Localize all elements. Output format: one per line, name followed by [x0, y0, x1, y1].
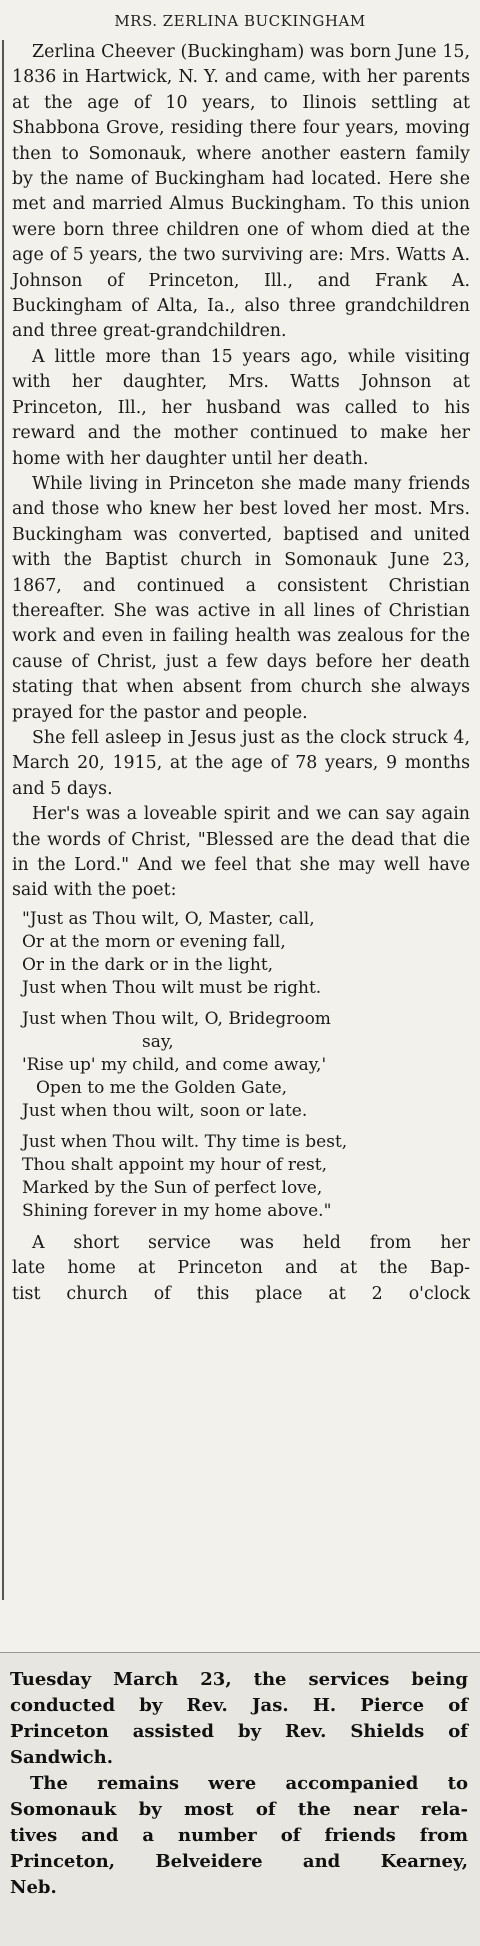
poem-line: "Just as Thou wilt, O, Master, call, — [22, 908, 315, 929]
poem-stanza-1 — [22, 908, 470, 1000]
obituary-body — [12, 40, 470, 1307]
obituary-headline: MRS. ZERLINA BUCKINGHAM — [114, 12, 366, 30]
lower-clipping-fragment — [0, 1652, 480, 1946]
closing-upper — [12, 1231, 470, 1307]
closing-line: Neb. — [10, 1877, 57, 1898]
poem — [22, 908, 470, 1223]
closing-line: A short service was held from her — [32, 1232, 470, 1253]
closing-line: Princeton, Belveidere and Kearney, — [10, 1851, 468, 1872]
closing-line: The remains were accompanied to — [30, 1773, 468, 1794]
poem-line: Open to me the Golden Gate, — [36, 1077, 288, 1098]
poem-line: Or at the morn or evening fall, — [22, 931, 286, 952]
poem-stanza-3 — [22, 1131, 470, 1223]
closing-line: Tuesday March 23, the services being — [10, 1669, 468, 1690]
poem-line: say, — [142, 1031, 174, 1052]
poem-line: Or in the dark or in the light, — [22, 954, 274, 975]
closing-line: conducted by Rev. Jas. H. Pierce of — [10, 1695, 468, 1716]
closing-line: Sandwich. — [10, 1747, 113, 1768]
poem-line: Just when Thou wilt must be right. — [22, 977, 322, 998]
left-column-rule — [2, 40, 4, 1600]
poem-stanza-2 — [22, 1008, 470, 1123]
closing-line: tives and a number of friends from — [10, 1825, 468, 1846]
poem-line: Thou shalt appoint my hour of rest, — [22, 1154, 327, 1175]
poem-line: 'Rise up' my child, and come away,' — [22, 1054, 327, 1075]
poem-line: Marked by the Sun of perfect love, — [22, 1177, 323, 1198]
closing-line: tist church of this place at 2 o'clock — [12, 1283, 470, 1304]
paragraph-5: Her's was a loveable spirit and we can say again the words of Christ, "Blessed are the dead that die in the Lord." And we feel that she may well have said with the poet: — [12, 804, 470, 901]
closing-line: Somonauk by most of the near rela- — [10, 1799, 468, 1820]
poem-line: Shining forever in my home above." — [22, 1200, 332, 1221]
closing-line: Princeton assisted by Rev. Shields of — [10, 1721, 468, 1742]
paragraph-2: A little more than 15 years ago, while visiting with her daughter, Mrs. Watts Johnson at Princeton, Ill., her husband was called to his reward and the mother continued to make her home with her daughter until her death. — [12, 346, 470, 469]
paragraph-1: Zerlina Cheever (Buckingham) was born June 15, 1836 in Hartwick, N. Y. and came, with her parents at the age of 10 years, to Ilinois settling at Shabbona Grove, residing there four years, moving then to Somonauk, where another eastern family by the name of Buckingham had located. Here she met and married Almus Buckingham. To this union were born three children one of whom died at the age of 5 years, the two surviving are: Mrs. Watts A. Johnson of Princeton, Ill., and Frank A. Buckingham of Alta, Ia., also three grandchildren and three great-grandchildren. — [12, 42, 470, 342]
poem-line: Just when Thou wilt, O, Bridegroom — [22, 1008, 331, 1029]
paragraph-3: While living in Princeton she made many friends and those who knew her best loved her most. Mrs. Buckingham was converted, baptised and united with the Baptist church in Somonauk June 23, 1867, and continued a consistent Christian thereafter. She was active in all lines of Christian work and even in failing health was zealous for the cause of Christ, just a few days before her death stating that when absent from church she always prayed for the pastor and people. — [12, 473, 470, 723]
closing-lower — [10, 1667, 468, 1901]
closing-line: late home at Princeton and at the Bap- — [12, 1258, 470, 1279]
poem-line: Just when thou wilt, soon or late. — [22, 1100, 308, 1121]
paragraph-4: She fell asleep in Jesus just as the clock struck 4, March 20, 1915, at the age of 78 years, 9 months and 5 days. — [12, 727, 470, 799]
poem-line: Just when Thou wilt. Thy time is best, — [22, 1131, 348, 1152]
